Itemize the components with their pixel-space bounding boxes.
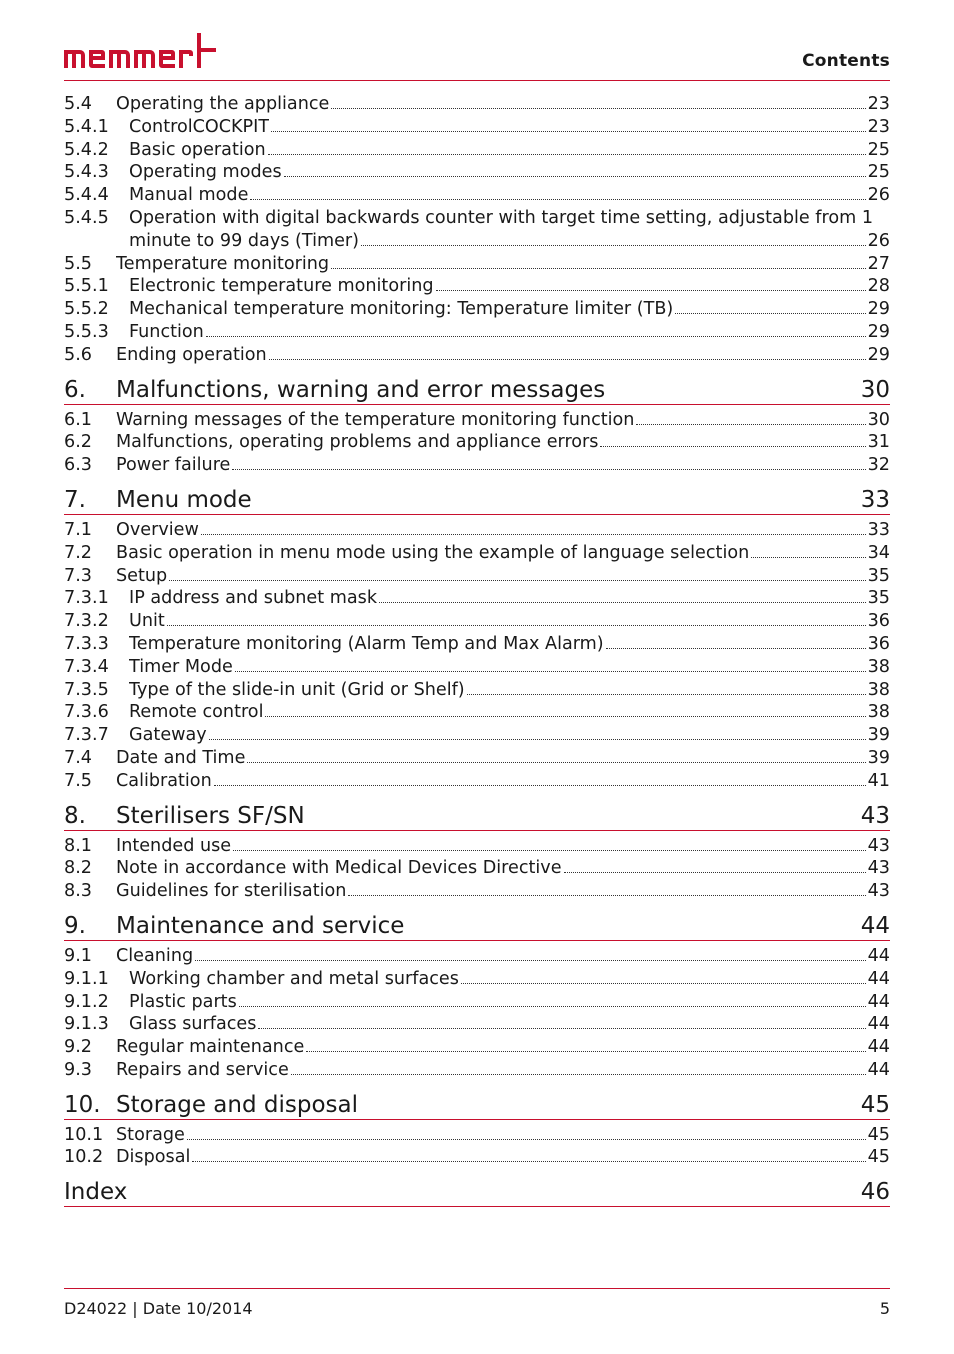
toc-chapter[interactable] [64,1091,890,1120]
entry-title: Remote control [129,702,264,723]
dot-leader [348,895,865,896]
toc-entry[interactable] [64,968,890,991]
toc-entry[interactable] [64,857,890,880]
entry-number: 5.5.2 [64,299,109,320]
dot-leader [195,960,865,961]
dot-leader [361,245,866,246]
entry-number: 9.2 [64,1037,92,1058]
entry-number: 7.3.6 [64,702,109,723]
entry-page: 36 [867,633,890,654]
entry-page: 29 [867,321,890,342]
chapter-title: Index [64,1179,128,1206]
entry-title-continuation: minute to 99 days (Timer) [129,230,360,251]
dot-leader [265,716,865,717]
entry-number: 8.2 [64,858,92,879]
entry-title: Note in accordance with Medical Devices Directive [116,858,562,879]
toc-entry[interactable] [64,679,890,702]
entry-page: 30 [867,409,890,430]
chapter-page: 46 [860,1179,890,1206]
entry-number: 6.1 [64,409,92,430]
entry-title: Calibration [116,770,212,791]
entry-number: 6.3 [64,455,92,476]
chapter-number: 10. [64,1091,101,1118]
entry-number: 9.1.1 [64,968,109,989]
entry-number: 6.2 [64,432,92,453]
entry-number: 7.3 [64,565,92,586]
dot-leader [461,983,866,984]
dot-leader [209,739,866,740]
dot-leader [291,1074,866,1075]
toc-entry[interactable] [64,701,890,724]
entry-title: Glass surfaces [129,1014,257,1035]
entry-page: 29 [867,299,890,320]
chapter-title: Storage and disposal [116,1091,358,1118]
toc-entry[interactable] [64,519,890,542]
toc-entry[interactable] [64,454,890,477]
toc-chapter[interactable] [64,1178,890,1207]
entry-number: 9.1 [64,945,92,966]
entry-page: 39 [867,725,890,746]
toc-entry[interactable] [64,1124,890,1147]
entry-title: Repairs and service [116,1059,289,1080]
toc-entry[interactable] [64,835,890,858]
chapter-title: Maintenance and service [116,912,405,939]
entry-title: Mechanical temperature monitoring: Temperature limiter (TB) [129,299,674,320]
dot-leader [379,602,866,603]
entry-title: Electronic temperature monitoring [129,276,434,297]
entry-number: 5.5 [64,253,92,274]
entry-page: 25 [867,162,890,183]
entry-page: 44 [867,1059,890,1080]
entry-number: 5.4.1 [64,116,109,137]
toc-entry[interactable] [64,1013,890,1036]
entry-title: Operating modes [129,162,282,183]
toc-entry[interactable] [64,587,890,610]
dot-leader [247,762,865,763]
chapter-title: Sterilisers SF/SN [116,802,305,829]
dot-leader [187,1139,866,1140]
toc-entry[interactable] [64,724,890,747]
dot-leader [564,872,866,873]
entry-title: Storage [116,1124,185,1145]
dot-leader [232,469,865,470]
entry-page: 44 [867,1014,890,1035]
entry-number: 7.3.2 [64,611,109,632]
entry-title: ControlCOCKPIT [129,116,270,137]
entry-title: Timer Mode [129,656,233,677]
chapter-page: 33 [860,486,890,513]
toc-entry-continuation[interactable] [64,230,890,253]
dot-leader [233,850,866,851]
entry-page: 27 [867,253,890,274]
entry-page: 31 [867,432,890,453]
toc-entry[interactable] [64,770,890,793]
entry-title: Malfunctions, operating problems and appliance errors [116,432,599,453]
dot-leader [239,1006,866,1007]
page-footer [64,1288,890,1318]
dot-leader [606,648,866,649]
dot-leader [271,131,866,132]
dot-leader [167,625,866,626]
entry-number: 7.2 [64,542,92,563]
entry-page: 23 [867,116,890,137]
toc-entry[interactable] [64,542,890,565]
entry-page: 41 [867,770,890,791]
entry-page: 28 [867,276,890,297]
entry-title: Basic operation in menu mode using the example of language selection [116,542,750,563]
dot-leader [258,1028,865,1029]
toc-entry[interactable] [64,184,890,207]
entry-page: 23 [867,94,890,114]
chapter-page: 45 [860,1091,890,1118]
toc-entry[interactable] [64,1146,890,1169]
page-header [64,30,890,81]
entry-page: 43 [867,881,890,902]
toc-entry[interactable] [64,253,890,276]
dot-leader [284,176,866,177]
entry-title: Unit [129,611,165,632]
entry-title: Intended use [116,835,232,856]
entry-page: 38 [867,656,890,677]
entry-title: Operation with digital backwards counter with target time setting, adjustable from 1 [129,207,874,228]
entry-number: 5.5.3 [64,321,109,342]
entry-page: 43 [867,835,890,856]
toc-entry[interactable] [64,161,890,184]
entry-page: 45 [867,1124,890,1145]
entry-page: 26 [867,230,890,251]
page-number: 5 [879,1299,890,1318]
entry-number: 5.4 [64,94,92,114]
entry-title: Temperature monitoring (Alarm Temp and Max Alarm) [129,633,604,654]
entry-title: Operating the appliance [116,94,330,114]
entry-title: Date and Time [116,747,246,768]
toc-entry[interactable] [64,991,890,1014]
entry-number: 7.3.1 [64,588,109,609]
toc-chapter[interactable] [64,802,890,831]
toc-entry[interactable] [64,298,890,321]
entry-title: Warning messages of the temperature monitoring function [116,409,635,430]
dot-leader [192,1161,865,1162]
toc-entry[interactable] [64,431,890,454]
dot-leader [214,785,866,786]
dot-leader [436,290,866,291]
toc-entry[interactable] [64,93,890,116]
entry-title: Cleaning [116,945,194,966]
memmert-logo [64,30,216,72]
toc-entry[interactable] [64,139,890,162]
entry-title: Regular maintenance [116,1037,305,1058]
toc-entry[interactable] [64,656,890,679]
entry-number: 10.2 [64,1147,104,1168]
entry-number: 10.1 [64,1124,104,1145]
chapter-number: 6. [64,376,86,403]
toc-chapter[interactable] [64,376,890,405]
entry-title: Basic operation [129,139,266,160]
toc-entry[interactable] [64,344,890,367]
toc-entry[interactable] [64,321,890,344]
entry-number: 8.1 [64,835,92,856]
entry-title: Ending operation [116,344,267,365]
entry-number: 7.5 [64,770,92,791]
dot-leader [169,580,865,581]
entry-title: Setup [116,565,168,586]
dot-leader [600,446,865,447]
entry-page: 44 [867,991,890,1012]
entry-page: 34 [867,542,890,563]
dot-leader [235,671,866,672]
entry-number: 9.1.3 [64,1014,109,1035]
entry-title: Type of the slide-in unit (Grid or Shelf) [129,679,465,700]
chapter-number: 8. [64,802,86,829]
chapter-page: 43 [860,802,890,829]
entry-title: Overview [116,519,199,540]
entry-title: Disposal [116,1147,191,1168]
entry-page: 38 [867,679,890,700]
entry-title: IP address and subnet mask [129,588,378,609]
entry-page: 36 [867,611,890,632]
entry-page: 25 [867,139,890,160]
chapter-number: 9. [64,912,86,939]
header-section-label: Contents [802,51,890,71]
entry-number: 5.6 [64,344,92,365]
document-info: D24022 | Date 10/2014 [64,1299,253,1318]
entry-page: 44 [867,968,890,989]
toc-entry[interactable] [64,409,890,432]
entry-number: 5.4.3 [64,162,109,183]
chapter-title: Malfunctions, warning and error messages [116,376,606,403]
toc-entry[interactable] [64,116,890,139]
entry-title: Gateway [129,725,207,746]
toc-entry[interactable] [64,1059,890,1082]
toc-chapter[interactable] [64,912,890,941]
chapter-page: 30 [860,376,890,403]
entry-page: 35 [867,588,890,609]
chapter-number: 7. [64,486,86,513]
chapter-title: Menu mode [116,486,252,513]
entry-page: 29 [867,344,890,365]
dot-leader [269,359,866,360]
dot-leader [206,336,866,337]
dot-leader [250,199,865,200]
entry-number: 5.5.1 [64,276,109,297]
entry-page: 45 [867,1147,890,1168]
toc-entry[interactable] [64,207,890,230]
entry-number: 7.4 [64,747,92,768]
entry-number: 7.3.7 [64,725,109,746]
entry-number: 8.3 [64,881,92,902]
entry-title: Manual mode [129,185,249,206]
entry-title: Temperature monitoring [116,253,330,274]
entry-page: 33 [867,519,890,540]
entry-number: 5.4.4 [64,185,109,206]
toc-entry[interactable] [64,633,890,656]
dot-leader [675,313,865,314]
entry-number: 7.3.4 [64,656,109,677]
entry-page: 35 [867,565,890,586]
toc-entry[interactable] [64,275,890,298]
entry-title: Plastic parts [129,991,237,1012]
dot-leader [306,1051,865,1052]
toc-entry[interactable] [64,880,890,903]
dot-leader [331,268,866,269]
entry-page: 39 [867,747,890,768]
entry-title: Function [129,321,204,342]
dot-leader [636,424,865,425]
entry-number: 9.3 [64,1059,92,1080]
toc-entry[interactable] [64,945,890,968]
dot-leader [467,694,866,695]
entry-number: 7.3.3 [64,633,109,654]
entry-page: 43 [867,858,890,879]
entry-title: Power failure [116,455,231,476]
entry-page: 38 [867,702,890,723]
toc-entry[interactable] [64,610,890,633]
toc-entry[interactable] [64,747,890,770]
entry-title: Working chamber and metal surfaces [129,968,459,989]
dot-leader [751,557,865,558]
entry-page: 44 [867,1037,890,1058]
entry-number: 7.3.5 [64,679,109,700]
toc-entry[interactable] [64,1036,890,1059]
entry-number: 5.4.5 [64,207,109,228]
toc-entry[interactable] [64,565,890,588]
entry-page: 26 [867,185,890,206]
entry-page: 32 [867,455,890,476]
entry-number: 5.4.2 [64,139,109,160]
toc-chapter[interactable] [64,486,890,515]
table-of-contents [64,93,890,1211]
dot-leader [268,154,866,155]
dot-leader [331,108,865,109]
entry-title: Guidelines for sterilisation [116,881,347,902]
entry-number: 9.1.2 [64,991,109,1012]
dot-leader [201,534,866,535]
entry-number: 7.1 [64,519,92,540]
chapter-page: 44 [860,912,890,939]
entry-page: 44 [867,945,890,966]
